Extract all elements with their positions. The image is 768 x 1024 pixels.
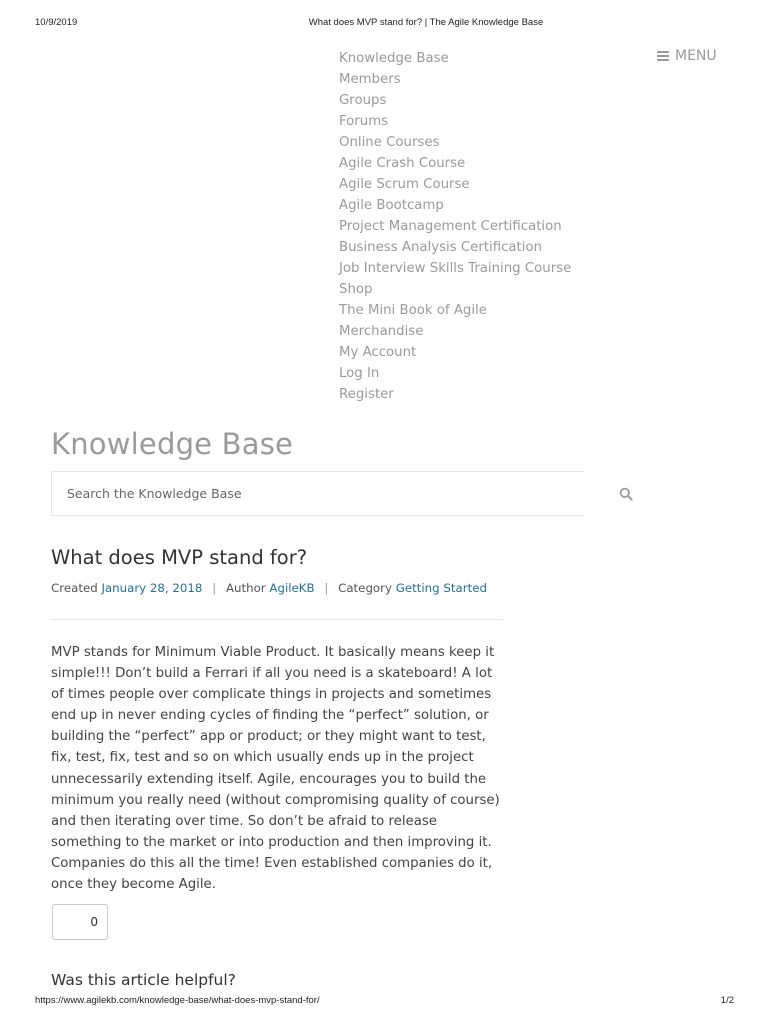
created-label: Created — [51, 581, 98, 595]
article-title: What does MVP stand for? — [51, 546, 308, 569]
print-url: https://www.agilekb.com/knowledge-base/what-does-mvp-stand-for/ — [35, 995, 320, 1006]
nav-item-agile-scrum-course[interactable]: Agile Scrum Course — [339, 177, 470, 192]
vote-count-button[interactable]: 0 — [52, 904, 108, 940]
helpful-question: Was this article helpful? — [51, 971, 236, 989]
main-nav — [339, 48, 571, 405]
meta-separator: | — [324, 581, 329, 595]
print-page-title: What does MVP stand for? | The Agile Knowledge Base — [308, 17, 544, 28]
nav-item-agile-crash-course[interactable]: Agile Crash Course — [339, 156, 466, 171]
nav-item-groups[interactable]: Groups — [339, 93, 387, 108]
print-footer — [0, 994, 768, 1008]
nav-item-register[interactable]: Register — [339, 387, 394, 402]
nav-item-shop[interactable]: Shop — [339, 282, 373, 297]
author-label: Author — [225, 581, 266, 595]
menu-label: MENU — [675, 48, 717, 64]
nav-item-log-in[interactable]: Log In — [339, 366, 380, 381]
article-meta — [51, 581, 487, 595]
search-icon[interactable] — [619, 487, 633, 501]
nav-item-agile-bootcamp[interactable]: Agile Bootcamp — [339, 198, 444, 213]
nav-item-pm-certification[interactable]: Project Management Certification — [339, 219, 562, 234]
author-link[interactable]: AgileKB — [269, 581, 315, 595]
hamburger-icon — [657, 51, 669, 61]
category-link[interactable]: Getting Started — [395, 581, 487, 595]
search-input[interactable] — [65, 485, 549, 502]
search-box — [51, 471, 584, 516]
category-label: Category — [338, 581, 392, 595]
print-date: 10/9/2019 — [35, 17, 78, 28]
created-date-link[interactable]: January 28, 2018 — [101, 581, 203, 595]
nav-item-knowledge-base[interactable]: Knowledge Base — [339, 51, 449, 66]
nav-item-job-interview-course[interactable]: Job Interview Skills Training Course — [339, 261, 572, 276]
nav-item-forums[interactable]: Forums — [339, 114, 389, 129]
nav-item-merchandise[interactable]: Merchandise — [339, 324, 424, 339]
print-header — [0, 17, 768, 31]
divider — [51, 619, 503, 620]
article-body: MVP stands for Minimum Viable Product. It basically means keep it simple!!! Don’t build a Ferrari if all you need is a skateboard! A lot of times people over complicate things in projects and sometimes end up in never ending cycles of finding the “perfect” solution, or building the “perfect” app or product; or they might want to test, fix, test, fix, test and so on which usually ends up in the project unnecessarily extending itself. Agile, encourages you to build the minimum you really need (without compromising quality of course) and then iterating over time. So don’t be afraid to release something to the market or into production and then improving it. Companies do this all the time! Even established companies do it, once they become Agile. — [51, 645, 500, 893]
nav-item-ba-certification[interactable]: Business Analysis Certification — [339, 240, 543, 255]
meta-separator: | — [212, 581, 217, 595]
nav-item-members[interactable]: Members — [339, 72, 401, 87]
print-page-number: 1/2 — [720, 995, 734, 1006]
menu-toggle-button[interactable] — [657, 46, 717, 66]
nav-item-online-courses[interactable]: Online Courses — [339, 135, 440, 150]
nav-item-my-account[interactable]: My Account — [339, 345, 417, 360]
nav-item-mini-book-of-agile[interactable]: The Mini Book of Agile — [339, 303, 487, 318]
knowledge-base-heading: Knowledge Base — [51, 427, 294, 461]
